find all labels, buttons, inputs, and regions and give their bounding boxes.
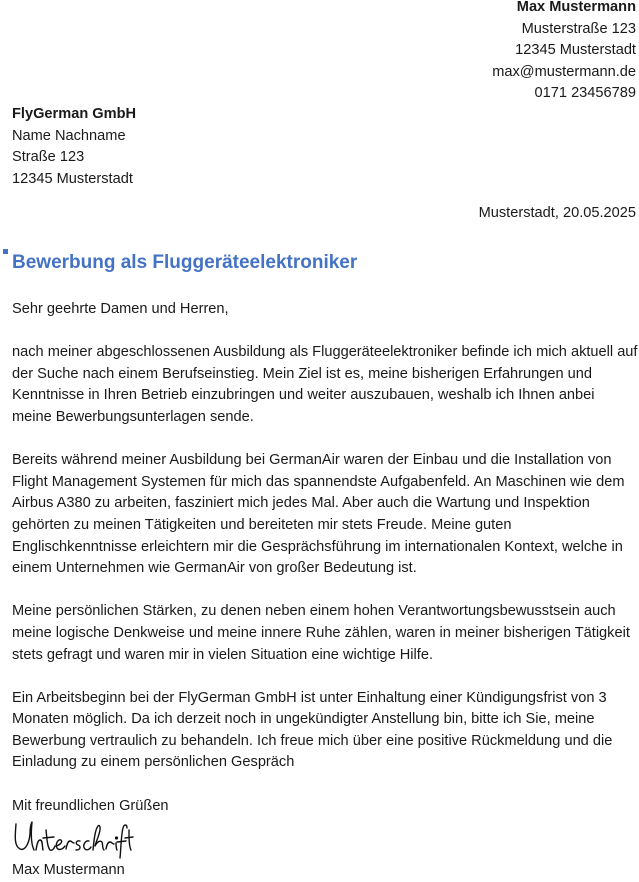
signed-name: Max Mustermann bbox=[12, 862, 125, 878]
recipient-street: Straße 123 bbox=[12, 149, 85, 166]
letter-body bbox=[12, 299, 638, 817]
sender-name: Max Mustermann bbox=[516, 0, 636, 15]
recipient-city: 12345 Musterstadt bbox=[12, 170, 133, 187]
recipient-contact: Name Nachname bbox=[12, 127, 126, 144]
recipient-address-block bbox=[12, 104, 136, 190]
handwritten-signature bbox=[10, 816, 134, 864]
salutation: Sehr geehrte Damen und Herren, bbox=[12, 301, 229, 317]
sender-phone: 0171 23456789 bbox=[534, 85, 636, 102]
letter-date: Musterstadt, 20.05.2025 bbox=[478, 205, 636, 221]
sender-city: 12345 Musterstadt bbox=[515, 42, 636, 59]
closing-phrase: Mit freundlichen Grüßen bbox=[12, 797, 169, 814]
body-paragraph-3: Meine persönlichen Stärken, zu denen neben einem hohen Verantwortungsbewusstsein auch meine logische Denkweise und meine innere Ruhe zählen, waren in meiner bisherigen Tätigkeit stets gefragt und waren mir in vielen Situation eine wichtige Hilfe. bbox=[12, 603, 630, 663]
body-paragraph-4: Ein Arbeitsbeginn bei der FlyGerman GmbH ist unter Einhaltung einer Kündigungsfrist von 3 Monaten möglich. Da ich derzeit noch in ungekündigter Anstellung bin, bitte ich Sie, meine Bewerbung vertraulich zu behandeln. Ich freue mich über eine positive Rückmeldung und die Einladung zu einem persönlichen Gespräch bbox=[12, 689, 613, 771]
subject-marker bbox=[3, 249, 8, 254]
body-paragraph-2: Bereits während meiner Ausbildung bei GermanAir waren der Einbau und die Installation von Flight Management Systemen für mich das spannendste Aufgabenfeld. An Maschinen wie dem Airbus A380 zu arbeiten, fasziniert mich jedes Mal. Aber auch die Wartung und Inspektion gehörten zu meinen Tätigkeiten und bereiteten mir stets Freude. Meine guten Englischkenntnisse erleichtern mir die Gesprächsführung im internationalen Kontext, welche in einem Unternehmen wie GermanAir von großer Bedeutung ist. bbox=[12, 452, 625, 577]
letter-subject: Bewerbung als Fluggeräteelektroniker bbox=[12, 252, 358, 273]
sender-street: Musterstraße 123 bbox=[521, 20, 636, 37]
sender-address-block bbox=[492, 0, 636, 105]
sender-email: max@mustermann.de bbox=[492, 63, 636, 80]
body-paragraph-1: nach meiner abgeschlossenen Ausbildung als Fluggeräteelektroniker befinde ich mich aktuell auf der Suche nach einem Berufseinstieg. Mein Ziel ist es, meine bisherigen Erfahrungen und Kenntnisse in Ihren Betrieb einzubringen und weiter auszubauen, weshalb ich Ihnen anbei meine Bewerbungsunterlagen sende. bbox=[12, 344, 638, 425]
recipient-company: FlyGerman GmbH bbox=[12, 106, 137, 122]
